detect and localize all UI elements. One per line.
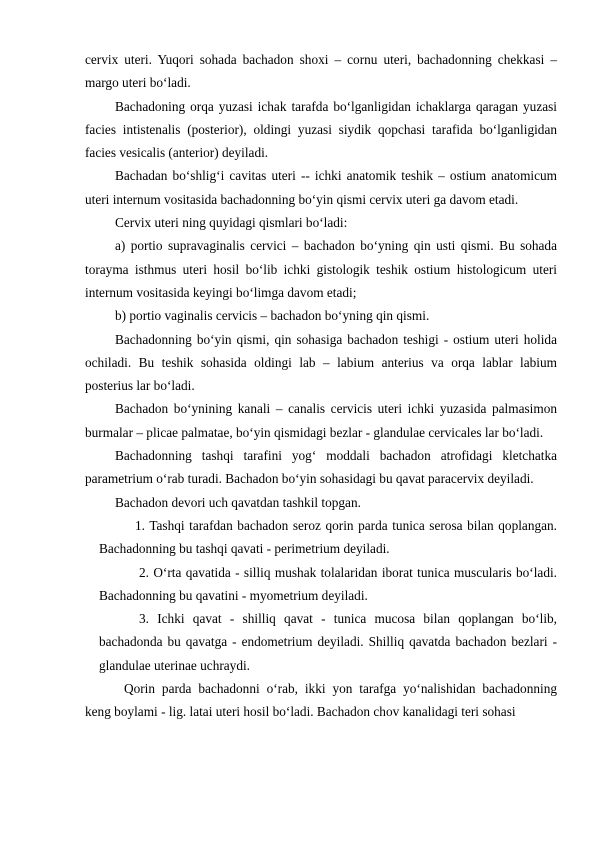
paragraph-cervical-canal: Bachadon bo‘ynining kanali – canalis cervicis uteri ichki yuzasida palmasimon burmalar – plicae palmatae, bo‘yin qismidagi bezlar - glandulae cervicales lar bo‘ladi. <box>85 401 557 440</box>
list-item-perimetrium: 1. Tashqi tarafdan bachadon seroz qorin parda tunica serosa bilan qoplangan. Bachadonning bu tashqi qavati - perimetrium deyiladi. <box>99 517 557 557</box>
paragraph-uterine-cavity: Bachadan bo‘shlig‘i cavitas uteri -- ichki anatomik teshik – ostium anatomicum uteri internum vositasida bachadonning bo‘yin qismi cervix uteri ga davom etadi. <box>85 168 557 207</box>
paragraph-uterus-surfaces: Bachadoning orqa yuzasi ichak tarafda bo‘lganligidan ichaklarga qaragan yuzasi facies intistenalis (posterior), oldingi yuzasi siydik qopchasi tarafida bo‘lganligidan facies vesicalis (anterior) deyiladi. <box>85 98 557 161</box>
paragraph-portio-vaginalis: b) portio vaginalis cervicis – bachadon bo‘yning qin qismi. <box>115 308 430 324</box>
uterine-wall-layers-list <box>85 514 557 677</box>
paragraph-portio-supravaginalis: a) portio supravaginalis cervici – bachadon bo‘yning qin usti qismi. Bu sohada torayma isthmus uteri hosil bo‘lib ichki gistologik teshik ostium histologicum uteri internum vositasida keyingi bo‘limga davom etadi; <box>85 238 557 300</box>
paragraph-continuation: cervix uteri. Yuqori sohada bachadon shoxi – cornu uteri, bachadonning chekkasi – margo uteri bo‘ladi. <box>85 52 557 91</box>
document-page <box>85 48 557 724</box>
paragraph-ostium-uteri: Bachadonning bo‘yin qismi, qin sohasiga bachadon teshigi - ostium uteri holida ochiladi. Bu teshik sohasida oldingi lab – labium anterius va orqa lablar labium posterius lar bo‘ladi. <box>85 331 557 394</box>
list-item-endometrium: 3. Ichki qavat - shilliq qavat - tunica mucosa bilan qoplangan bo‘lib, bachadonda bu qavatga - endometrium deyiladi. Shilliq qavatda bachadon bezlari - glandulae uterinae uchraydi. <box>99 611 557 673</box>
list-item-myometrium: 2. O‘rta qavatida - silliq mushak tolalaridan iborat tunica muscularis bo‘ladi. Bachadonning bu qavatini - myometrium deyiladi. <box>99 564 557 603</box>
paragraph-broad-ligament: Qorin parda bachadonni o‘rab, ikki yon tarafga yo‘nalishidan bachadonning keng boylami - lig. latai uteri hosil bo‘ladi. Bachadon chov kanalidagi teri sohasi <box>85 681 557 720</box>
paragraph-cervix-parts-intro: Cervix uteri ning quyidagi qismlari bo‘ladi: <box>115 215 348 231</box>
paragraph-uterine-wall-layers: Bachadon devori uch qavatdan tashkil topgan. <box>115 494 361 510</box>
paragraph-parametrium: Bachadonning tashqi tarafini yog‘ moddali bachadon atrofidagi kletchatka parametrium o‘rab turadi. Bachadon bo‘yin sohasidagi bu qavat paracervix deyiladi. <box>85 448 557 487</box>
